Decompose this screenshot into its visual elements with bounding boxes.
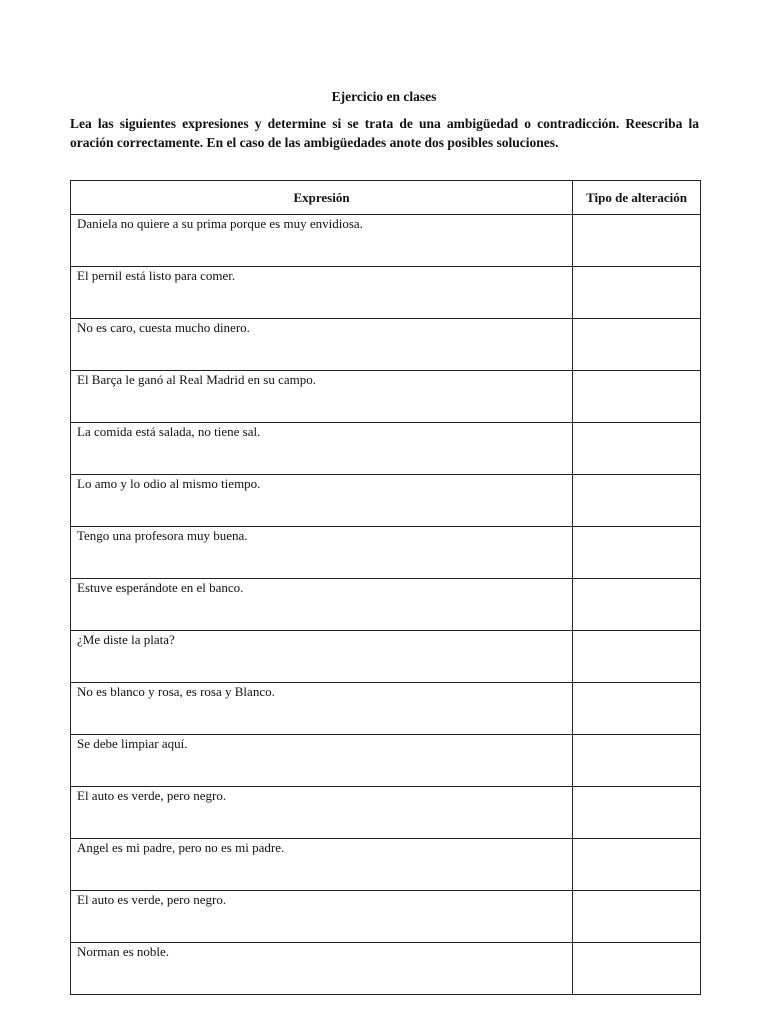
alteration-type-cell (573, 683, 701, 735)
expression-cell: El Barça le ganó al Real Madrid en su campo. (71, 371, 573, 423)
table-row (71, 215, 701, 267)
page-title: Ejercicio en clases (331, 89, 437, 104)
header-alteration-type: Tipo de alteración (573, 181, 701, 215)
alteration-type-cell (573, 527, 701, 579)
table-header-row (71, 181, 701, 215)
table-body (71, 215, 701, 995)
expression-cell: Angel es mi padre, pero no es mi padre. (71, 839, 573, 891)
alteration-type-cell (573, 319, 701, 371)
alteration-type-cell (573, 267, 701, 319)
alteration-type-cell (573, 579, 701, 631)
expression-cell: El auto es verde, pero negro. (71, 787, 573, 839)
expression-cell: Lo amo y lo odio al mismo tiempo. (71, 475, 573, 527)
expression-cell: No es caro, cuesta mucho dinero. (71, 319, 573, 371)
alteration-type-cell (573, 735, 701, 787)
expression-cell: El auto es verde, pero negro. (71, 891, 573, 943)
table-row (71, 267, 701, 319)
expression-cell: Daniela no quiere a su prima porque es muy envidiosa. (71, 215, 573, 267)
alteration-type-cell (573, 943, 701, 995)
expression-cell: No es blanco y rosa, es rosa y Blanco. (71, 683, 573, 735)
table-row (71, 839, 701, 891)
alteration-type-cell (573, 787, 701, 839)
expression-cell: Se debe limpiar aquí. (71, 735, 573, 787)
table-row (71, 943, 701, 995)
table-row (71, 787, 701, 839)
table-row (71, 527, 701, 579)
table-row (71, 891, 701, 943)
table-row (71, 631, 701, 683)
table-row (71, 319, 701, 371)
table-row (71, 683, 701, 735)
expression-cell: La comida está salada, no tiene sal. (71, 423, 573, 475)
alteration-type-cell (573, 631, 701, 683)
instructions-paragraph: Lea las siguientes expresiones y determine si se trata de una ambigüedad o contradicción. Reescriba la oración correctamente. En el caso de las ambigüedades anote dos posibles soluciones. (70, 116, 699, 150)
exercise-table (70, 180, 701, 995)
table-row (71, 735, 701, 787)
alteration-type-cell (573, 371, 701, 423)
alteration-type-cell (573, 891, 701, 943)
alteration-type-cell (573, 215, 701, 267)
expression-cell: Estuve esperándote en el banco. (71, 579, 573, 631)
alteration-type-cell (573, 839, 701, 891)
alteration-type-cell (573, 423, 701, 475)
expression-cell: El pernil está listo para comer. (71, 267, 573, 319)
expression-cell: Tengo una profesora muy buena. (71, 527, 573, 579)
alteration-type-cell (573, 475, 701, 527)
table-row (71, 371, 701, 423)
table-row (71, 423, 701, 475)
expression-cell: Norman es noble. (71, 943, 573, 995)
table-row (71, 579, 701, 631)
table-row (71, 475, 701, 527)
header-expression: Expresión (71, 181, 573, 215)
expression-cell: ¿Me diste la plata? (71, 631, 573, 683)
